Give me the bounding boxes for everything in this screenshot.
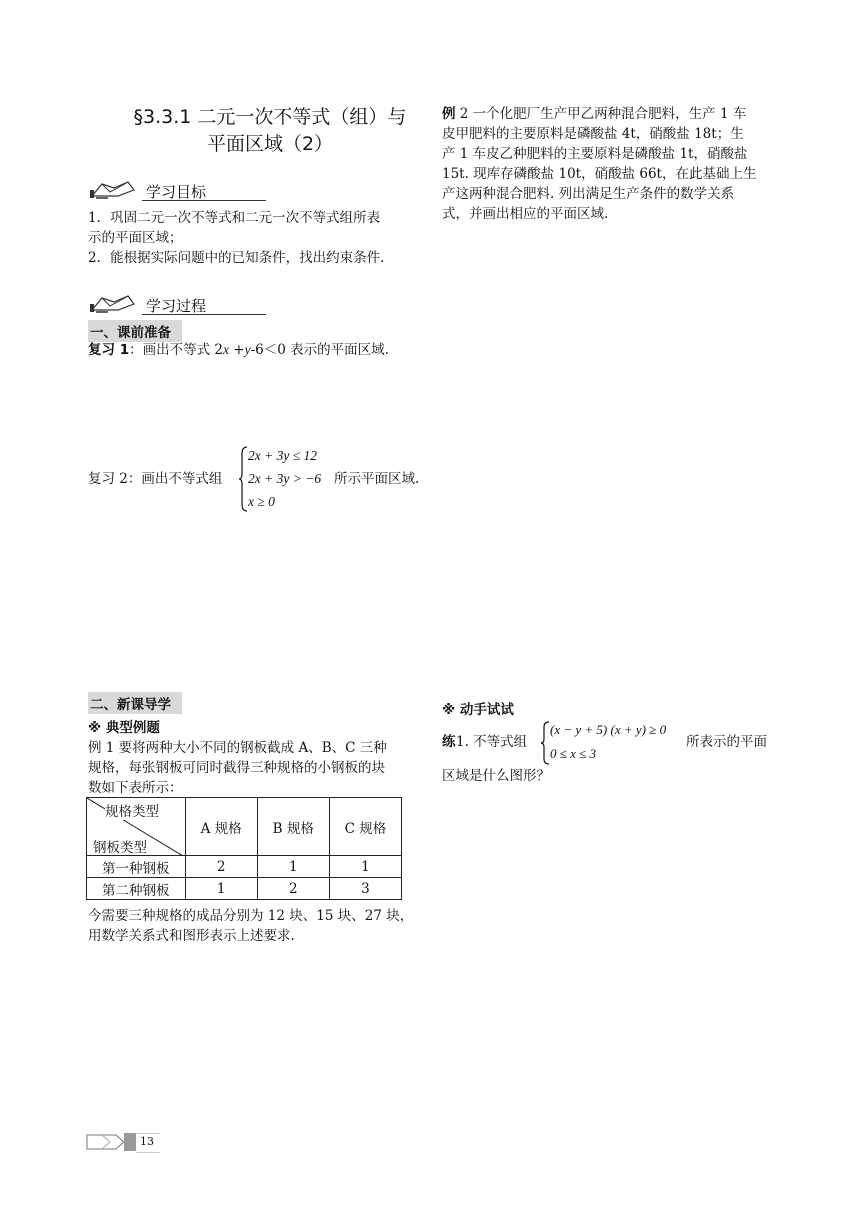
- system-brace: [540, 721, 550, 765]
- table-corner-cell: [87, 798, 186, 856]
- example-1: [88, 738, 424, 798]
- example-1-line-1: 例 1 要将两种大小不同的钢板截成 A、B、C 三种: [88, 740, 387, 756]
- example-1-requirement: 今需要三种规格的成品分别为 12 块、15 块、27 块， 用数学关系式和图形表示上述要求.: [88, 908, 414, 944]
- example-1-line-2: 规格，每张钢板可同时截得三种规格的小钢板的块: [88, 760, 385, 776]
- review-1-label: 复习 1: [88, 342, 130, 358]
- example-2-label: 例: [442, 106, 456, 122]
- objectives-header: [88, 176, 248, 202]
- review-1: 复习 1：画出不等式 2x +y-6＜0 表示的平面区域.: [88, 342, 389, 358]
- page-footer: [86, 1133, 166, 1151]
- plate-spec-table: [86, 797, 402, 900]
- page-number-box: [124, 1133, 136, 1151]
- corner-bottom-label: 钢板类型: [93, 840, 147, 856]
- table-row: 第一种钢板 2 1 1: [87, 856, 402, 878]
- review-2-label: 复习 2：画出不等式组: [88, 471, 223, 487]
- table-header-b: B 规格: [257, 798, 329, 856]
- corner-top-label: 规格类型: [105, 800, 159, 820]
- table-header-a: A 规格: [185, 798, 257, 856]
- example-2: 例 2 一个化肥厂生产甲乙两种混合肥料，生产 1 车 皮甲肥料的主要原料是磷酸盐 4t，硝酸盐 18t；生 产 1 车皮乙种肥料的主要原料是磷酸盐 1t，硝酸盐 15t. 现库存磷酸盐 10t，硝酸盐 66t，在此基础上生 产这两种混合肥料. 列出满足生产条件的数学关系 式，并画出相应的平面区域.: [442, 106, 757, 222]
- part2-heading: 二、新课导学: [88, 692, 182, 714]
- objective-item-1: 1．巩固二元一次不等式和二元一次不等式组所表: [88, 210, 381, 226]
- objectives-heading: 学习目标: [146, 183, 207, 201]
- practice-system-line-2: 0 ≤ x ≤ 3: [550, 746, 597, 761]
- practice-label: 练: [442, 734, 456, 750]
- practice-1: 练 1. 不等式组 (x − y + 5) (x + y) ≥ 0 0 ≤ x ≤ 3 所表示的平面 区域是什么图形？: [442, 722, 767, 784]
- system-line-3: x ≥ 0: [248, 494, 275, 509]
- examples-heading: ※ 典型例题: [88, 720, 160, 736]
- objective-item-2: 2．能根据实际问题中的已知条件，找出约束条件.: [88, 250, 385, 266]
- table-header-c: C 规格: [329, 798, 401, 856]
- practice-heading: ※ 动手试试: [442, 702, 514, 718]
- table-row: 第二种钢板 1 2 3: [87, 878, 402, 900]
- review-2: [88, 446, 428, 516]
- process-heading: 学习过程: [146, 297, 207, 315]
- book-pen-icon: [88, 176, 138, 200]
- system-line-1: 2x + 3y ≤ 12: [248, 448, 318, 463]
- system-line-2: 2x + 3y > −6: [248, 471, 322, 486]
- review-2-suffix: 所示平面区域.: [334, 471, 420, 487]
- process-header: [88, 290, 248, 316]
- book-pen-icon: [88, 290, 138, 314]
- page-number: 13: [140, 1135, 154, 1148]
- arrow-icon: [86, 1134, 126, 1150]
- example-1-line-3: 数如下表所示：: [88, 780, 183, 796]
- system-brace: [238, 446, 248, 512]
- part1-heading: 一、课前准备: [88, 320, 182, 342]
- practice-system-line-1: (x − y + 5) (x + y) ≥ 0: [550, 722, 667, 737]
- title-line-1: §3.3.1 二元一次不等式（组）与: [133, 106, 407, 128]
- objectives-list: [88, 208, 428, 268]
- title-line-2: 平面区域（2）: [206, 133, 334, 155]
- practice-question-cont: 区域是什么图形？: [442, 768, 550, 784]
- objective-item-1-cont: 示的平面区域；: [88, 230, 183, 246]
- page-title: [100, 104, 440, 158]
